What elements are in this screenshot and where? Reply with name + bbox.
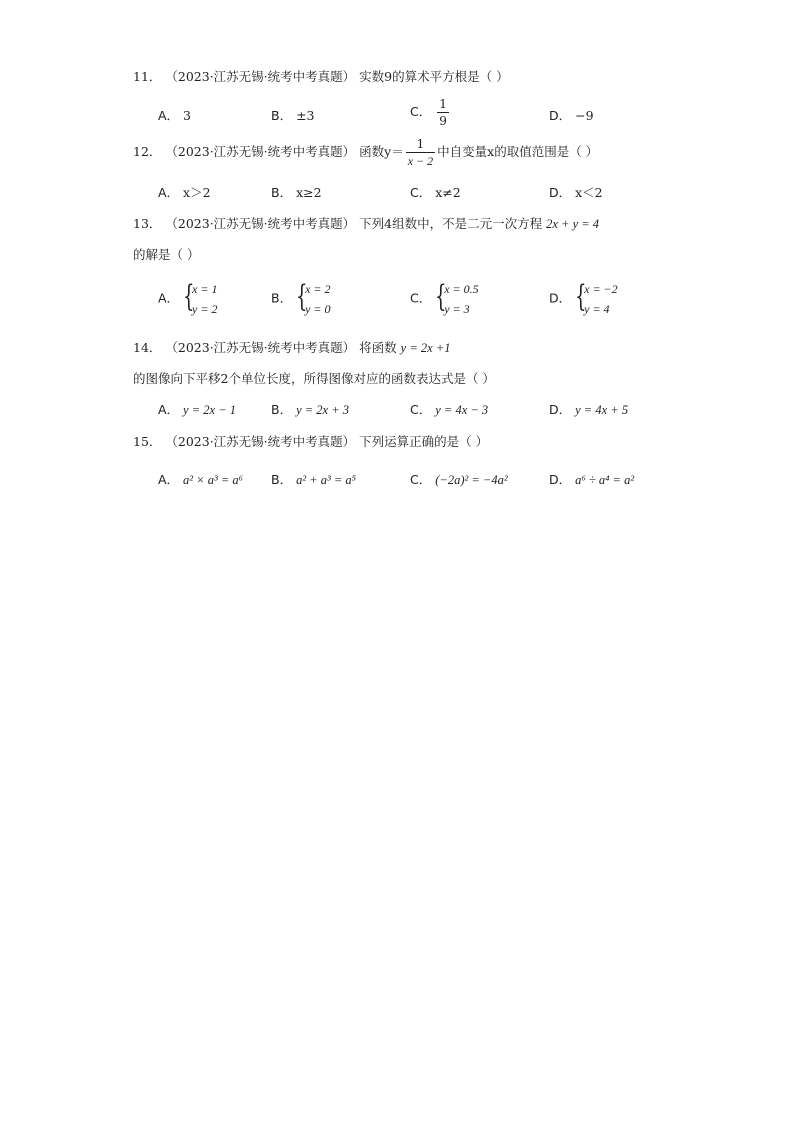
option-label: D．	[549, 472, 572, 487]
question-stem: 实数9的算术平方根是（ ）	[359, 69, 509, 84]
option-text: y = 2x − 1	[183, 403, 237, 417]
option-label: B．	[271, 108, 293, 123]
option-label: D．	[549, 290, 572, 306]
option-d	[549, 183, 603, 201]
option-text: x≠2	[435, 185, 461, 200]
system-row: y = 0	[305, 302, 331, 316]
equation-system	[435, 279, 478, 319]
question-stem: 将函数	[359, 340, 397, 355]
question-13	[133, 214, 599, 232]
fraction-numerator: 1	[416, 137, 425, 151]
option-b	[271, 106, 315, 124]
question-number: 15．	[133, 434, 162, 449]
question-11	[133, 67, 509, 85]
source-tag: （2023·江苏无锡·统考中考真题）	[165, 69, 356, 84]
option-label: D．	[549, 402, 572, 417]
question-15	[133, 432, 488, 450]
option-c	[410, 183, 461, 201]
system-row: y = 4	[584, 302, 610, 316]
option-text: ±3	[296, 108, 315, 123]
question-12	[133, 136, 598, 169]
option-text: a² + a³ = a⁵	[296, 473, 357, 487]
option-label: D．	[549, 108, 572, 123]
option-text: x＞2	[183, 185, 211, 200]
option-text: y = 2x + 3	[296, 403, 350, 417]
equation: 2x + y = 4	[546, 217, 600, 231]
question-stem: 下列4组数中，不是二元一次方程	[359, 216, 543, 231]
option-text: x≥2	[296, 185, 322, 200]
option-text: y = 4x − 3	[435, 403, 489, 417]
question-stem-continuation: 的解是（ ）	[133, 247, 200, 262]
option-label: C．	[410, 185, 432, 200]
option-d	[549, 470, 634, 488]
option-text: 3	[183, 108, 191, 123]
system-row: x = −2	[584, 282, 618, 296]
fraction	[406, 136, 435, 169]
question-number: 14．	[133, 340, 162, 355]
option-b	[271, 470, 356, 488]
option-text: a² × a³ = a⁶	[183, 473, 244, 487]
question-stem-suffix: 中自变量x的取值范围是（ ）	[437, 144, 599, 159]
option-text: a⁶ ÷ a⁴ = a²	[575, 473, 635, 487]
fraction-numerator: 1	[439, 97, 447, 111]
option-label: C．	[410, 472, 432, 487]
question-stem-continuation: 的图像向下平移2个单位长度，所得图像对应的函数表达式是（ ）	[133, 371, 495, 386]
question-number: 11．	[133, 69, 162, 84]
option-a	[158, 183, 211, 201]
system-row: x = 0.5	[444, 282, 479, 296]
option-c	[410, 279, 479, 319]
question-stem: 下列运算正确的是（ ）	[359, 434, 489, 449]
option-text: y = 4x + 5	[575, 403, 629, 417]
equation-system	[575, 279, 618, 319]
source-tag: （2023·江苏无锡·统考中考真题）	[165, 144, 356, 159]
option-text: −9	[575, 108, 594, 123]
option-c	[410, 400, 488, 418]
option-b	[271, 400, 349, 418]
brace-icon: {	[296, 279, 308, 314]
equation-system	[183, 279, 217, 319]
option-label: A．	[158, 108, 180, 123]
source-tag: （2023·江苏无锡·统考中考真题）	[165, 216, 356, 231]
option-label: A．	[158, 472, 180, 487]
option-a	[158, 470, 243, 488]
option-label: D．	[549, 185, 572, 200]
brace-icon: {	[183, 279, 195, 314]
question-stem-prefix: 函数y＝	[359, 144, 404, 159]
fraction-denominator: x − 2	[407, 154, 434, 168]
equation: y = 2x +1	[400, 341, 451, 355]
option-label: B．	[271, 290, 293, 306]
option-label: C．	[410, 402, 432, 417]
fraction	[437, 96, 449, 129]
option-c	[410, 470, 508, 488]
option-label: A．	[158, 290, 180, 306]
source-tag: （2023·江苏无锡·统考中考真题）	[165, 340, 356, 355]
option-b	[271, 183, 322, 201]
equation-system	[296, 279, 330, 319]
question-14-continuation	[133, 369, 495, 387]
option-text: x＜2	[575, 185, 603, 200]
option-a	[158, 106, 191, 124]
option-b	[271, 279, 331, 319]
option-label: B．	[271, 472, 293, 487]
option-d	[549, 400, 628, 418]
system-row: y = 2	[192, 302, 218, 316]
source-tag: （2023·江苏无锡·统考中考真题）	[165, 434, 356, 449]
system-row: y = 3	[444, 302, 470, 316]
brace-icon: {	[575, 279, 587, 314]
option-label: A．	[158, 185, 180, 200]
brace-icon: {	[435, 279, 447, 314]
option-a	[158, 400, 236, 418]
option-d	[549, 279, 618, 319]
option-d	[549, 106, 594, 124]
option-label: B．	[271, 402, 293, 417]
option-label: B．	[271, 185, 293, 200]
option-label: C．	[410, 104, 432, 119]
question-13-continuation	[133, 245, 199, 263]
option-label: C．	[410, 290, 432, 306]
option-c	[410, 96, 451, 129]
question-number: 13．	[133, 216, 162, 231]
question-number: 12．	[133, 144, 162, 159]
option-a	[158, 279, 217, 319]
system-row: x = 1	[192, 282, 218, 296]
option-text: (−2a)² = −4a²	[435, 473, 508, 487]
fraction-denominator: 9	[439, 114, 447, 128]
system-row: x = 2	[305, 282, 331, 296]
question-14	[133, 338, 450, 356]
option-label: A．	[158, 402, 180, 417]
